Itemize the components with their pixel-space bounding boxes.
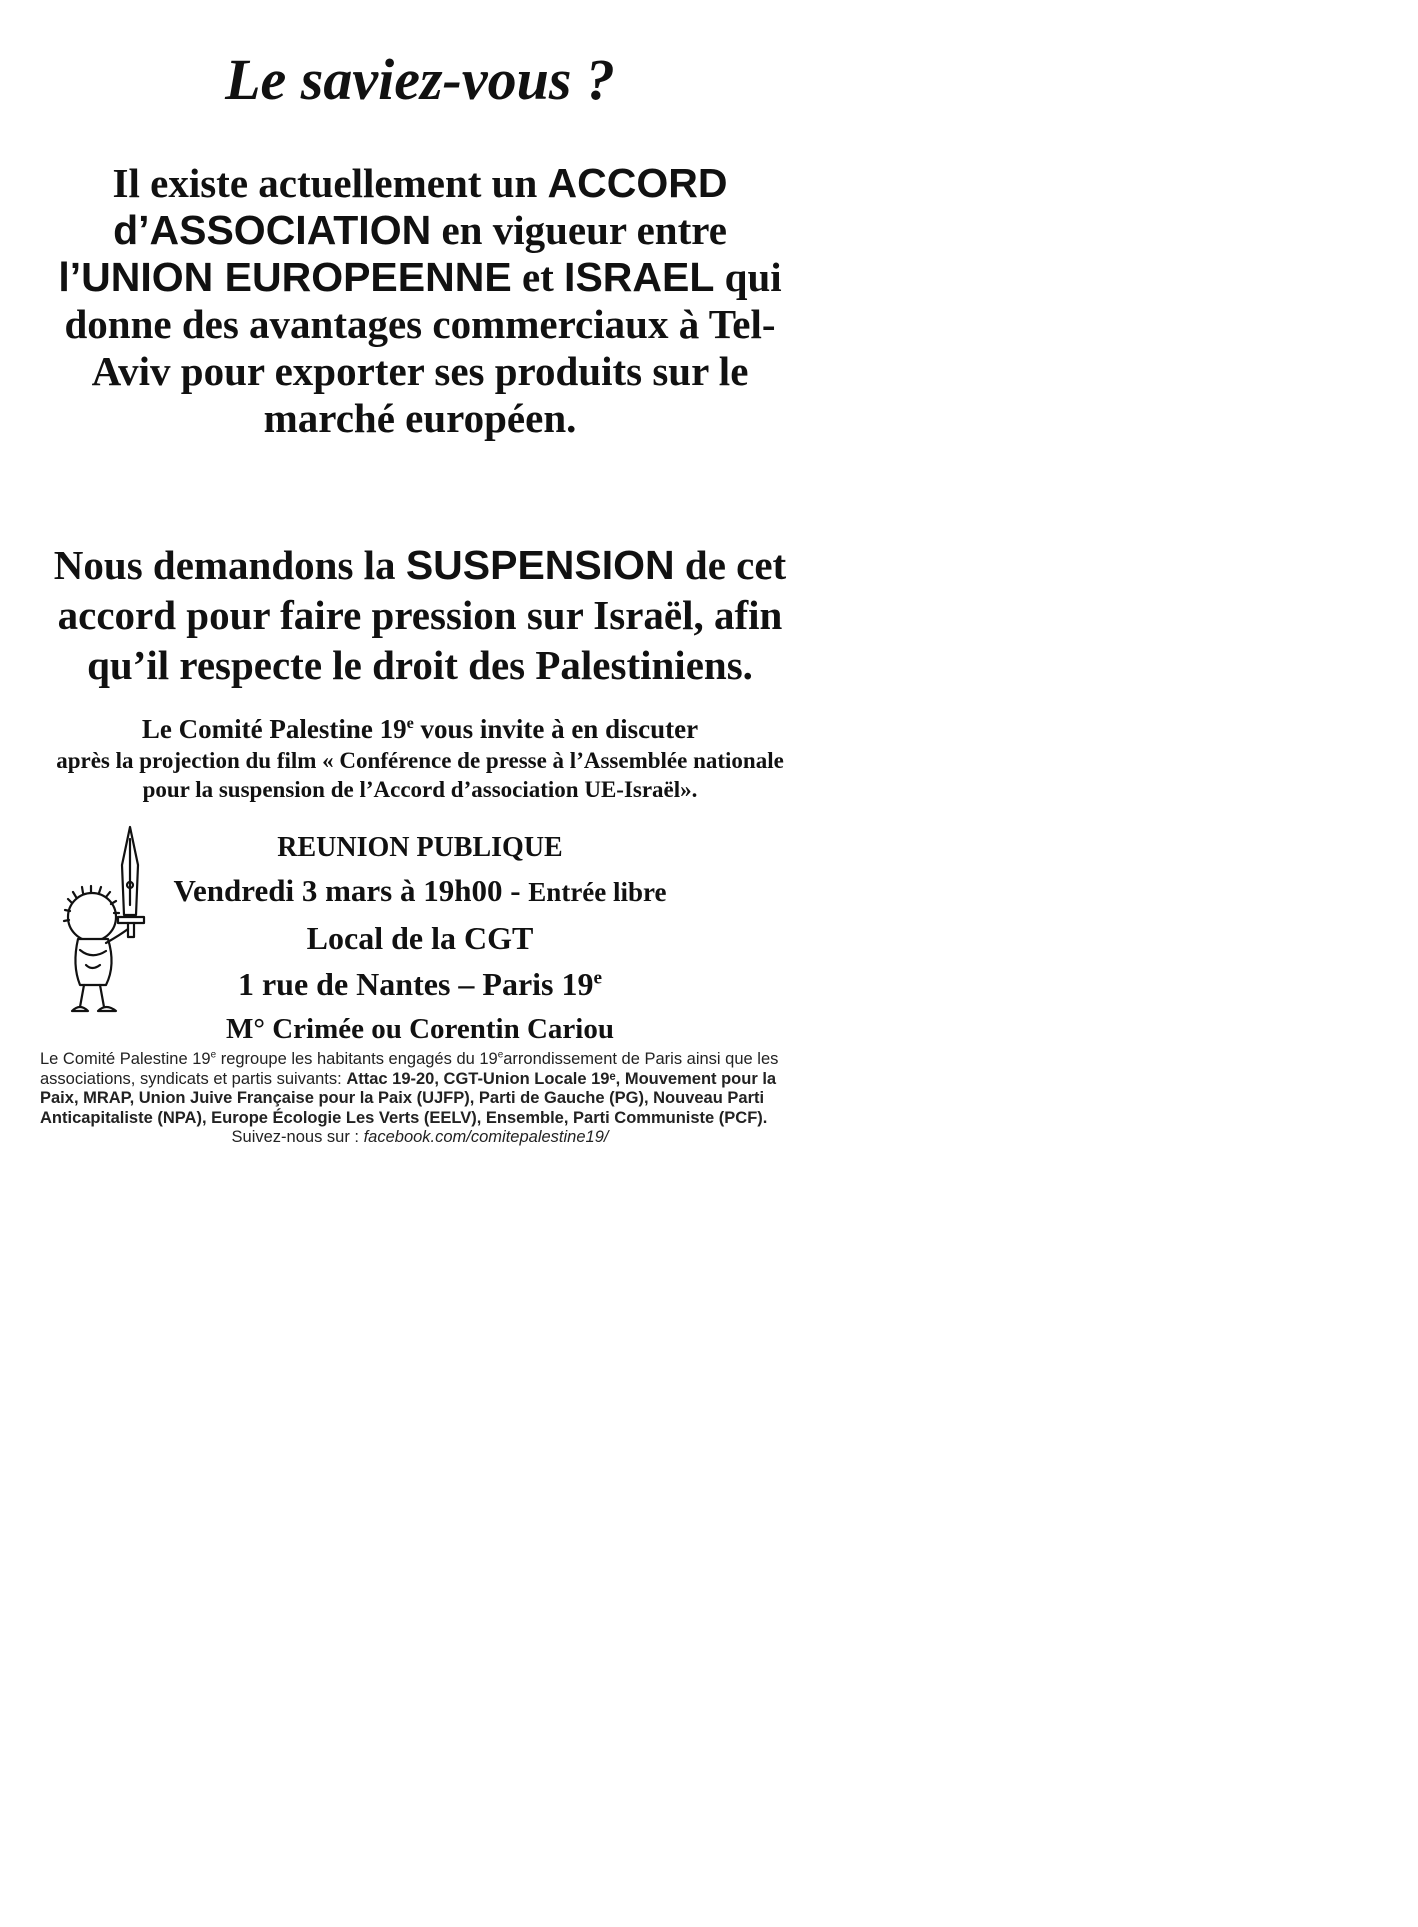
footer-notice <box>40 1050 800 1148</box>
footer-follow <box>40 1128 800 1148</box>
para2-text-1: Nous demandons la <box>53 542 406 588</box>
para1-text-3: et <box>511 254 565 300</box>
para1-keyword-israel: ISRAEL <box>564 254 715 300</box>
meeting-heading: REUNION PUBLIQUE <box>277 832 563 863</box>
meeting-address-text: 1 rue de Nantes – Paris 19 <box>237 966 594 1002</box>
para1-text-4: qui donne des avantages commerciaux à Tel-Aviv pour exporter ses produits sur le marché européen. <box>64 254 782 441</box>
invitation-committee: Le Comité Palestine 19 <box>141 714 407 744</box>
para1-keyword-accord: ACCORD d’ASSOCIATION <box>113 160 728 253</box>
invitation-line-1 <box>40 712 800 746</box>
invitation-invite: vous invite à en discuter <box>413 714 699 744</box>
association-paragraph <box>40 160 800 442</box>
invitation <box>40 712 800 804</box>
page-title: Le saviez-vous ? <box>225 47 615 112</box>
meeting-entry: Entrée libre <box>528 877 667 907</box>
facebook-link[interactable]: facebook.com/comitepalestine19/ <box>363 1128 609 1146</box>
footer-members <box>40 1050 800 1128</box>
meeting-date-text: Vendredi 3 mars à 19h00 - <box>173 873 529 908</box>
meeting-details <box>120 828 720 1051</box>
footer-intro-b: regroupe les habitants engagés du 19 <box>216 1050 498 1068</box>
meeting-place: Local de la CGT <box>306 920 534 956</box>
para1-text-2: en vigueur entre <box>431 207 727 253</box>
flyer-page <box>0 0 840 1160</box>
footer-intro-sup: e <box>210 1049 217 1061</box>
para2-text-2: de cet accord pour faire pression sur Israël, afin qu’il respecte le droit des Palestiniens. <box>57 542 787 688</box>
invitation-line-2: après la projection du film « Conférence de presse à l’Assemblée nationale pour la suspension de l’Accord d’association UE-Israël». <box>56 748 784 802</box>
footer-follow-label: Suivez-nous sur : <box>231 1128 364 1146</box>
footer-intro-sup2: e <box>497 1049 504 1061</box>
meeting-address-sup: e <box>593 967 603 989</box>
invitation-sup: e <box>406 714 414 732</box>
footer-member-list: Attac 19-20, CGT-Union Locale 19ᵉ, Mouvement pour la Paix, MRAP, Union Juive Française pour la Paix (UJFP), Parti de Gauche (PG), Nouveau Parti Anticapitaliste (NPA), Europe Écologie Les Verts (EELV), Ensemble, Parti Communiste (PCF). <box>40 1069 777 1127</box>
meeting-metro: M° Crimée ou Corentin Cariou <box>225 1013 614 1045</box>
footer-intro-c: arrondissement de Paris ainsi que les associations, syndicats et partis suivants: <box>40 1050 779 1088</box>
para2-keyword-suspension: SUSPENSION <box>405 542 675 588</box>
footer-intro-a: Le Comité Palestine 19 <box>40 1050 211 1068</box>
meeting-address <box>120 961 720 1007</box>
para1-keyword-union: l’UNION EUROPEENNE <box>58 254 512 300</box>
demand-paragraph <box>40 540 800 690</box>
para1-text-1: Il existe actuellement un <box>112 160 548 206</box>
meeting-date <box>120 868 720 915</box>
